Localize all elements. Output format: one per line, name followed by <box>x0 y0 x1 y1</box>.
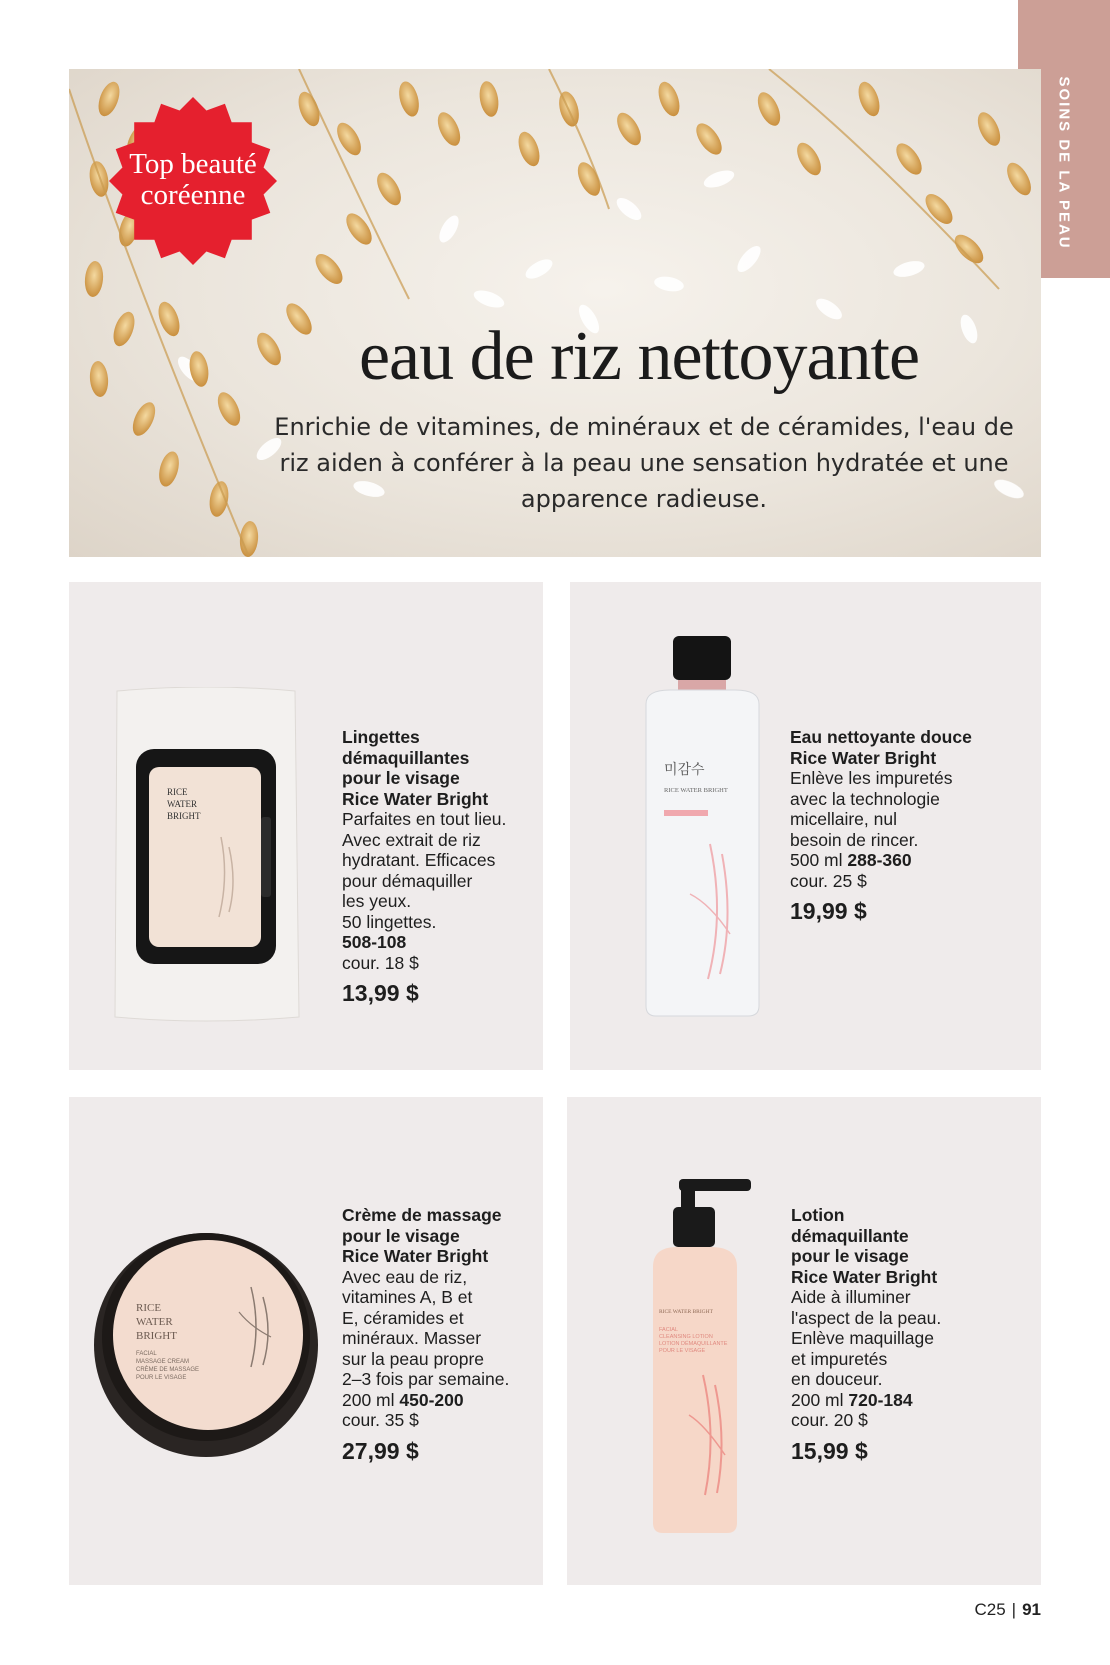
product-info-cleansing-lotion <box>791 1205 1031 1464</box>
sale-price: 15,99 $ <box>791 1437 868 1464</box>
badge-label: Top beauté coréenne <box>129 148 257 211</box>
product-size-code: 200 ml 720-184 <box>791 1389 913 1410</box>
product-name: Crème de massage pour le visage Rice Water Bright <box>342 1205 502 1266</box>
regular-price: cour. 18 $ <box>342 952 419 973</box>
product-description: Enlève les impuretés avec la technologie micellaire, nul besoin de rincer. <box>790 768 953 850</box>
cleansing-lotion-bottle-image <box>647 1175 757 1535</box>
sale-price: 27,99 $ <box>342 1437 419 1464</box>
product-description: Parfaites en tout lieu. Avec extrait de riz hydratant. Efficaces pour démaquiller les yeux. 50 lingettes. <box>342 809 507 932</box>
product-info-cleansing-water <box>790 727 1030 922</box>
svg-text:CRÈME DE MASSAGE: CRÈME DE MASSAGE <box>136 1367 200 1373</box>
sale-price: 19,99 $ <box>790 898 867 924</box>
product-description: Aide à illuminer l'aspect de la peau. Enlève maquillage et impuretés en douceur. <box>791 1287 942 1389</box>
wipes-pack-image <box>111 687 301 1022</box>
svg-text:WATER: WATER <box>136 1316 173 1328</box>
page-number: 91 <box>1022 1600 1041 1619</box>
product-code: 508-108 <box>342 932 407 952</box>
product-name: Lotion démaquillante pour le visage Rice Water Bright <box>791 1205 938 1287</box>
product-description: Avec eau de riz, vitamines A, B et E, céramides et minéraux. Masser sur la peau propre 2–3 fois par semaine. <box>342 1266 510 1389</box>
svg-text:MASSAGE CREAM: MASSAGE CREAM <box>136 1359 190 1365</box>
cleansing-water-bottle-image <box>640 634 765 1019</box>
product-info-wipes <box>342 727 537 1004</box>
product-name: Eau nettoyante douce Rice Water Bright <box>790 727 972 768</box>
product-info-massage-cream <box>342 1205 537 1464</box>
section-code: C25 <box>974 1600 1006 1619</box>
svg-text:FACIAL: FACIAL <box>136 1351 157 1357</box>
product-size-code: 500 ml 288-360 <box>790 850 912 870</box>
product-card-cleansing-lotion[interactable] <box>567 1097 1041 1585</box>
page-footer: C25 | 91 <box>974 1600 1041 1619</box>
product-card-wipes[interactable] <box>69 582 543 1070</box>
svg-text:FACIAL: FACIAL <box>659 1327 678 1333</box>
lotion-label: RICE WATER BRIGHT <box>659 1309 713 1315</box>
svg-text:BRIGHT: BRIGHT <box>167 811 201 821</box>
svg-text:RICE WATER BRIGHT: RICE WATER BRIGHT <box>664 787 728 794</box>
hero-description: Enrichie de vitamines, de minéraux et de céramides, l'eau de riz aiden à conférer à la peau une sensation hydratée et une apparence radieuse. <box>274 413 1014 513</box>
wipes-pack-label: RICE <box>167 787 188 797</box>
hero-banner <box>69 69 1041 557</box>
svg-text:POUR LE VISAGE: POUR LE VISAGE <box>136 1375 187 1381</box>
svg-text:LOTION DÉMAQUILLANTE: LOTION DÉMAQUILLANTE <box>659 1341 728 1347</box>
product-name: Lingettes démaquillantes pour le visage Rice Water Bright <box>342 727 489 809</box>
regular-price: cour. 25 $ <box>790 870 867 891</box>
sale-price: 13,99 $ <box>342 980 419 1006</box>
svg-text:POUR LE VISAGE: POUR LE VISAGE <box>659 1348 706 1354</box>
product-card-massage-cream[interactable] <box>69 1097 543 1585</box>
product-size-code: 200 ml 450-200 <box>342 1389 464 1410</box>
svg-text:CLEANSING LOTION: CLEANSING LOTION <box>659 1334 713 1340</box>
section-tab-label: SOINS DE LA PEAU <box>1055 76 1073 250</box>
massage-cream-jar-image <box>91 1217 321 1462</box>
product-card-cleansing-water[interactable] <box>570 582 1041 1070</box>
svg-text:WATER: WATER <box>167 799 197 809</box>
regular-price: cour. 35 $ <box>342 1410 419 1430</box>
bottle-korean-label: 미감수 <box>664 762 705 778</box>
regular-price: cour. 20 $ <box>791 1410 868 1430</box>
jar-label: RICE <box>136 1302 162 1314</box>
svg-text:BRIGHT: BRIGHT <box>136 1330 177 1342</box>
page-title: eau de riz nettoyante <box>358 318 920 395</box>
